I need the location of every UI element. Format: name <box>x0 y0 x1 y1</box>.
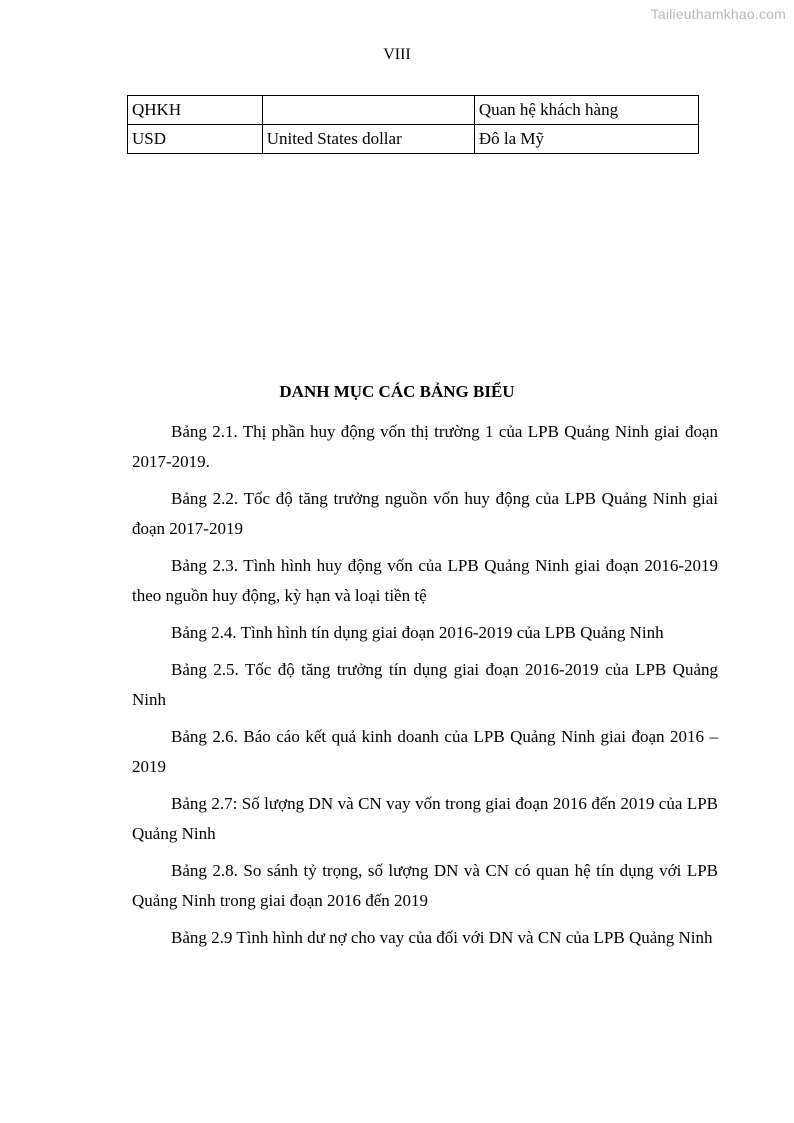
abbreviation-code: QHKH <box>128 96 263 125</box>
list-item: Bảng 2.6. Báo cáo kết quả kinh doanh của LPB Quảng Ninh giai đoạn 2016 – 2019 <box>132 727 718 776</box>
list-item: Bảng 2.2. Tốc độ tăng trưởng nguồn vốn huy động của LPB Quảng Ninh giai đoạn 2017-2019 <box>132 489 718 538</box>
list-item: Bảng 2.7: Số lượng DN và CN vay vốn trong giai đoạn 2016 đến 2019 của LPB Quảng Ninh <box>132 794 718 843</box>
abbreviation-vietnamese: Đô la Mỹ <box>474 125 698 154</box>
list-item: Bảng 2.8. So sánh tỷ trọng, số lượng DN và CN có quan hệ tín dụng với LPB Quảng Ninh trong giai đoạn 2016 đến 2019 <box>132 861 718 910</box>
tables-list <box>132 417 718 960</box>
list-item: Bảng 2.4. Tình hình tín dụng giai đoạn 2016-2019 của LPB Quảng Ninh <box>171 623 664 642</box>
table-row <box>128 96 699 125</box>
abbreviation-table <box>127 95 699 154</box>
watermark: Tailieuthamkhao.com <box>650 6 786 22</box>
list-item: Bảng 2.1. Thị phần huy động vốn thị trường 1 của LPB Quảng Ninh giai đoạn 2017-2019. <box>132 422 718 471</box>
list-item: Bảng 2.3. Tình hình huy động vốn của LPB Quảng Ninh giai đoạn 2016-2019 theo nguồn huy động, kỳ hạn và loại tiền tệ <box>132 556 718 605</box>
abbreviation-english <box>262 96 474 125</box>
table-row <box>128 125 699 154</box>
abbreviation-vietnamese: Quan hệ khách hàng <box>474 96 698 125</box>
list-item: Bảng 2.9 Tình hình dư nợ cho vay của đối với DN và CN của LPB Quảng Ninh <box>171 928 713 947</box>
page-number: VIII <box>383 46 411 63</box>
abbreviation-english: United States dollar <box>262 125 474 154</box>
abbreviation-code: USD <box>128 125 263 154</box>
list-item: Bảng 2.5. Tốc độ tăng trưởng tín dụng giai đoạn 2016-2019 của LPB Quảng Ninh <box>132 660 718 709</box>
section-title: DANH MỤC CÁC BẢNG BIỂU <box>279 382 515 401</box>
